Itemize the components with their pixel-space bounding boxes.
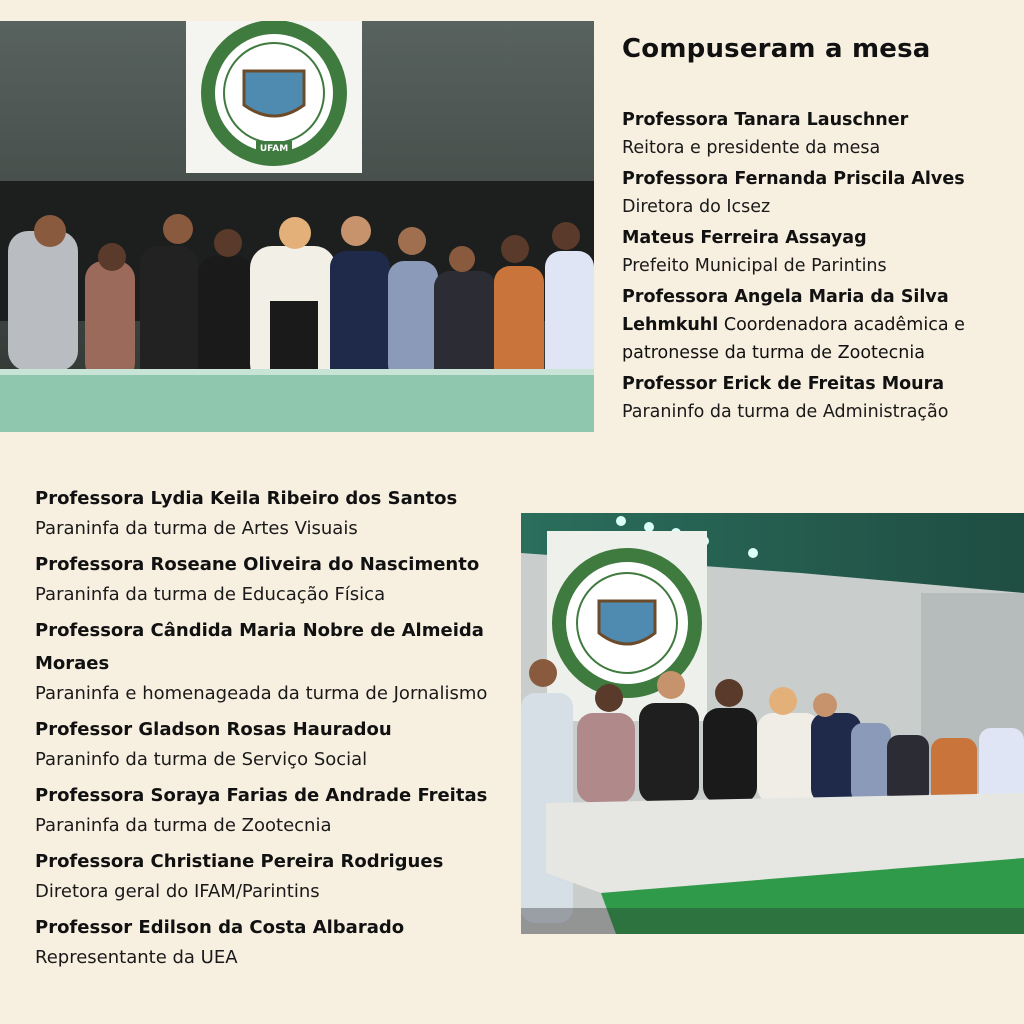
page-title: Compuseram a mesa <box>622 34 931 64</box>
list-item <box>35 548 519 609</box>
member-role: Reitora e presidente da mesa <box>622 138 881 158</box>
member-name: Professora Angela Maria da Silva Lehmkuhl <box>622 287 949 335</box>
member-name: Professora Roseane Oliveira do Nascimento <box>35 554 480 575</box>
list-item <box>622 370 1017 426</box>
top-members-list <box>622 106 1017 429</box>
member-name: Professora Tanara Lauschner <box>622 110 909 130</box>
photo-ceremony-table-image <box>521 513 1024 934</box>
member-role: Paraninfo da turma de Administração <box>622 402 949 422</box>
member-role: Representante da UEA <box>35 947 238 968</box>
table-cloth <box>0 369 594 432</box>
list-item <box>622 106 1017 162</box>
member-role: Paraninfa da turma de Educação Física <box>35 584 386 605</box>
list-item <box>35 713 519 774</box>
member-role: Coordenadora acadêmica e patronesse da turma de Zootecnia <box>622 315 965 363</box>
member-role: Diretora do Icsez <box>622 197 771 217</box>
photo-ceremony-table <box>521 513 1024 934</box>
member-role: Paraninfa da turma de Zootecnia <box>35 815 332 836</box>
member-name: Professora Cândida Maria Nobre de Almeida Moraes <box>35 620 484 674</box>
member-name: Professora Lydia Keila Ribeiro dos Santos <box>35 488 458 509</box>
member-role: Prefeito Municipal de Parintins <box>622 256 887 276</box>
member-name: Mateus Ferreira Assayag <box>622 228 867 248</box>
member-role: Paraninfo da turma de Serviço Social <box>35 749 368 770</box>
member-name: Professor Gladson Rosas Hauradou <box>35 719 392 740</box>
member-name: Professora Soraya Farias de Andrade Freitas <box>35 785 488 806</box>
logo-ufam-text: UFAM <box>259 144 289 154</box>
list-item <box>35 911 519 972</box>
member-role: Paraninfa e homenageada da turma de Jornalismo <box>35 683 488 704</box>
list-item <box>622 165 1017 221</box>
list-item <box>622 283 1017 367</box>
member-role: Paraninfa da turma de Artes Visuais <box>35 518 358 539</box>
member-name: Professor Erick de Freitas Moura <box>622 374 945 394</box>
bottom-members-list <box>35 482 519 977</box>
member-role: Diretora geral do IFAM/Parintins <box>35 881 320 902</box>
member-name: Professor Edilson da Costa Albarado <box>35 917 405 938</box>
photo-group-stage <box>0 21 594 432</box>
list-item <box>35 482 519 543</box>
list-item <box>35 614 519 708</box>
list-item <box>622 224 1017 280</box>
list-item <box>35 845 519 906</box>
member-name: Professora Fernanda Priscila Alves <box>622 169 965 189</box>
photo-group-stage-image <box>0 21 594 432</box>
list-item <box>35 779 519 840</box>
member-name: Professora Christiane Pereira Rodrigues <box>35 851 444 872</box>
